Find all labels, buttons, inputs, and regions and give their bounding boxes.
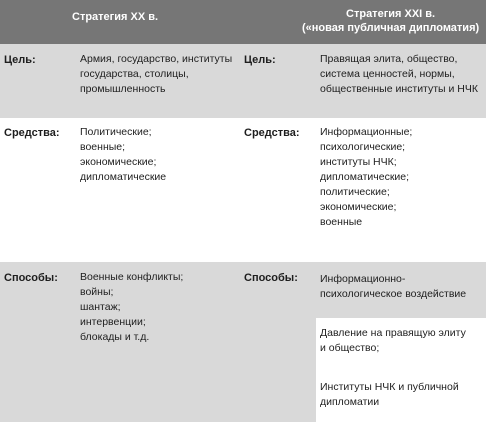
row-means	[0, 118, 486, 262]
means-right-text	[320, 125, 412, 230]
text-line: дипломатические	[80, 171, 167, 183]
text-line: Военные конфликты;	[80, 271, 184, 283]
goal-left-text	[80, 52, 232, 97]
header-xxi-line2: («новая публичная дипломатия)	[302, 22, 480, 34]
text-line: дипломатии	[320, 396, 380, 408]
header-xxi-century	[302, 7, 479, 35]
text-line: дипломатические;	[320, 171, 410, 183]
ways-right-text-pressure	[320, 326, 466, 356]
text-line: Институты НЧК и публичной	[320, 381, 459, 393]
means-left-text	[80, 125, 166, 185]
means-label-left: Средства:	[4, 127, 60, 139]
text-line: психологические;	[320, 141, 406, 153]
text-line: государства, столицы,	[80, 68, 189, 80]
ways-label-left: Способы:	[4, 272, 58, 284]
text-line: и общество;	[320, 342, 380, 354]
text-line: экономические;	[80, 156, 157, 168]
ways-left-text	[80, 270, 183, 345]
header-xxi-line1: Стратегия XXI в.	[346, 8, 436, 20]
goal-label-left: Цель:	[4, 54, 36, 66]
text-line: блокады и т.д.	[80, 331, 150, 343]
text-line: Информационно-	[320, 273, 406, 285]
text-line: общественные институты и НЧК	[320, 83, 478, 95]
ways-right-text-grey	[320, 272, 466, 302]
text-line: Давление на правящую элиту	[320, 327, 466, 339]
ways-right-text-institutes	[320, 380, 459, 410]
header-xx-century: Стратегия XX в.	[72, 11, 159, 23]
text-line: система ценностей, нормы,	[320, 68, 455, 80]
text-line: Правящая элита, общество,	[320, 53, 458, 65]
text-line: институты НЧК;	[320, 156, 397, 168]
text-line: психологическое воздействие	[320, 288, 467, 300]
text-line: войны;	[80, 286, 114, 298]
means-label-right: Средства:	[244, 127, 300, 139]
text-line: политические;	[320, 186, 390, 198]
text-line: военные	[320, 216, 363, 228]
goal-right-text	[320, 52, 478, 97]
text-line: Армия, государство, институты	[80, 53, 233, 65]
text-line: военные;	[80, 141, 126, 153]
text-line: промышленность	[80, 83, 166, 95]
text-line: Политические;	[80, 126, 152, 138]
text-line: интервенции;	[80, 316, 146, 328]
text-line: экономические;	[320, 201, 397, 213]
text-line: Информационные;	[320, 126, 413, 138]
text-line: шантаж;	[80, 301, 121, 313]
goal-label-right: Цель:	[244, 54, 276, 66]
ways-label-right: Способы:	[244, 272, 298, 284]
